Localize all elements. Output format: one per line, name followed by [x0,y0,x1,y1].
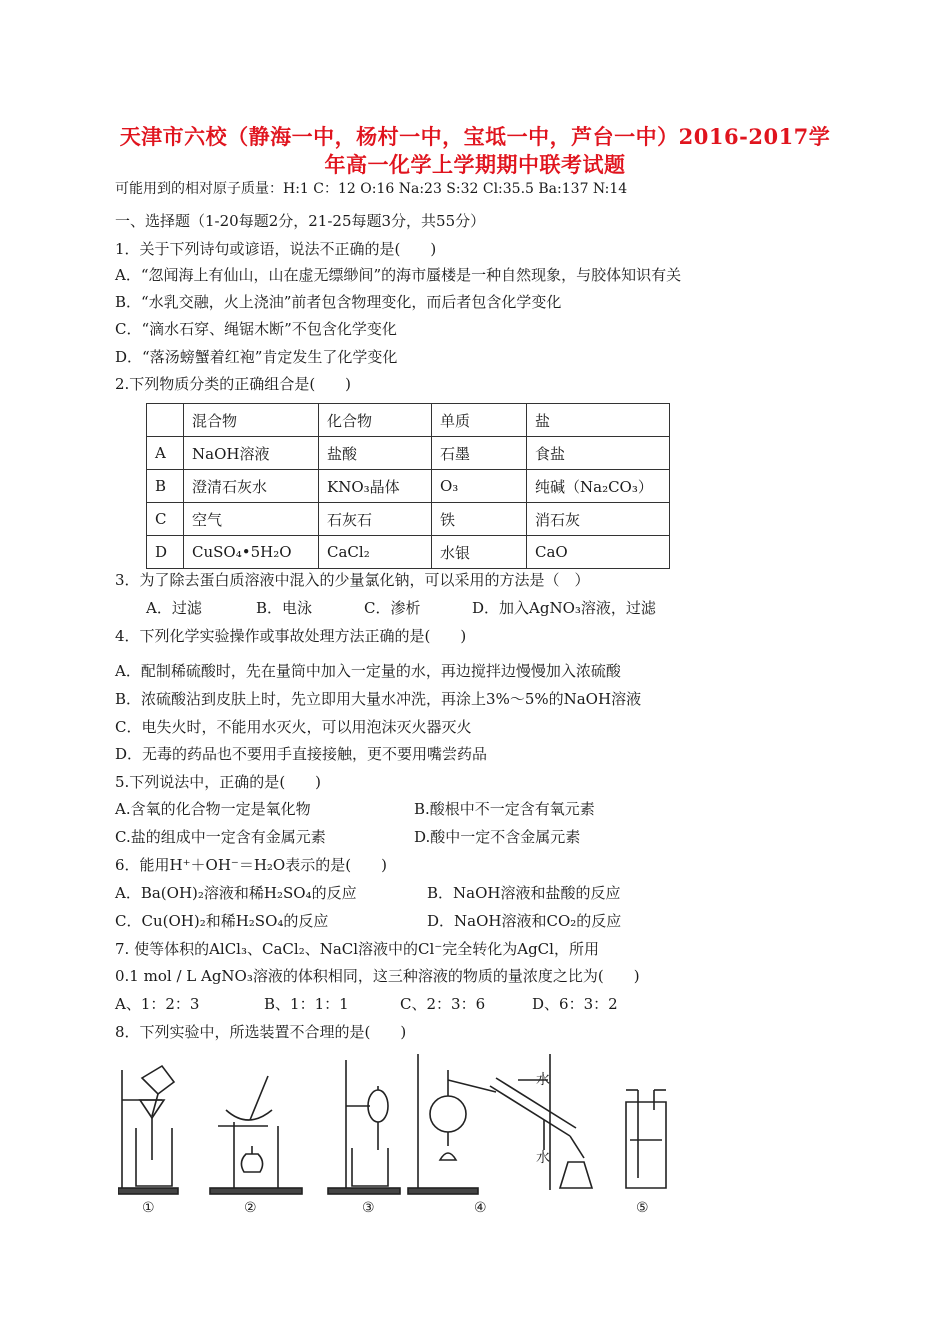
q1-option-d: D．“落汤螃蟹着红袍”肯定发生了化学变化 [115,348,398,366]
table-cell: 水银 [432,536,527,569]
apparatus-figure [118,1050,678,1220]
apparatus-separatory-funnel [328,1060,400,1194]
table-header-row [147,404,670,437]
table-row [147,470,670,503]
q1-option-a: A．“忽闻海上有仙山，山在虚无缥缈间”的海市蜃楼是一种自然现象，与胶体知识有关 [115,266,682,284]
q7-option-c: C、2：3：6 [400,995,486,1013]
water-in-label: 水 [536,1072,550,1088]
table-cell: 空气 [184,503,319,536]
exam-title-line1: 天津市六校（静海一中，杨村一中，宝坻一中，芦台一中）2016-2017学 [119,124,831,149]
section-heading: 一、选择题（1-20每题2分，21-25每题3分，共55分） [115,212,486,230]
q6-option-a: A．Ba(OH)₂溶液和稀H₂SO₄的反应 [115,884,357,902]
apparatus-filtration [118,1066,178,1194]
table-cell: 化合物 [319,404,432,437]
table-cell: 盐酸 [319,437,432,470]
table-cell: C [147,503,184,536]
table-row [147,503,670,536]
apparatus-label-4: ④ [474,1200,487,1216]
q1-option-c: C．“滴水石穿、绳锯木断”不包含化学变化 [115,320,397,338]
table-row [147,536,670,569]
apparatus-label-5: ⑤ [636,1200,649,1216]
q5-option-c: C.盐的组成中一定含有金属元素 [115,828,326,846]
q7-option-a: A、1：2：3 [115,995,200,1013]
q7-stem-line1: 7. 使等体积的AlCl₃、CaCl₂、NaCl溶液中的Cl⁻完全转化为AgCl，所用 [115,940,599,958]
apparatus-gas-washing-bottle [626,1090,666,1188]
q3-option-c: C．渗析 [364,599,421,617]
table-cell: D [147,536,184,569]
q2-stem: 2.下列物质分类的正确组合是( ) [115,375,352,393]
table-cell: 食盐 [527,437,670,470]
table-cell: 澄清石灰水 [184,470,319,503]
table-cell: B [147,470,184,503]
table-cell: 铁 [432,503,527,536]
q4-option-b: B．浓硫酸沾到皮肤上时，先立即用大量水冲洗，再涂上3%～5%的NaOH溶液 [115,690,642,708]
apparatus-label-1: ① [142,1200,155,1216]
atomic-masses: 可能用到的相对原子质量：H:1 C：12 O:16 Na:23 S:32 Cl:35.5 Ba:137 N:14 [115,181,628,197]
q5-option-b: B.酸根中不一定含有氧元素 [414,800,595,818]
table-cell: 消石灰 [527,503,670,536]
q6-option-c: C．Cu(OH)₂和稀H₂SO₄的反应 [115,912,329,930]
q6-stem: 6．能用H⁺＋OH⁻＝H₂O表示的是( ) [115,856,387,874]
q4-option-c: C．电失火时，不能用水灭火，可以用泡沫灭火器灭火 [115,718,472,736]
table-cell: 石墨 [432,437,527,470]
apparatus-label-2: ② [244,1200,257,1216]
q7-option-d: D、6：3：2 [532,995,618,1013]
apparatus-evaporation [210,1076,302,1194]
q7-stem-line2: 0.1 mol / L AgNO₃溶液的体积相同，这三种溶液的物质的量浓度之比为( ) [115,967,640,985]
apparatus-label-3: ③ [362,1200,375,1216]
table-cell: CaCl₂ [319,536,432,569]
classification-table [146,403,670,569]
q6-option-b: B．NaOH溶液和盐酸的反应 [427,884,621,902]
table-cell: O₃ [432,470,527,503]
q5-option-d: D.酸中一定不含金属元素 [414,828,581,846]
q1-stem: 1．关于下列诗句或谚语，说法不正确的是( ) [115,240,437,258]
exam-title-line2: 年高一化学上学期期中联考试题 [324,152,626,177]
table-cell: 单质 [432,404,527,437]
table-row [147,437,670,470]
q1-option-b: B．“水乳交融，火上浇油”前者包含物理变化，而后者包含化学变化 [115,293,562,311]
table-cell: 纯碱（Na₂CO₃） [527,470,670,503]
apparatus-distillation [408,1054,592,1194]
q3-stem: 3．为了除去蛋白质溶液中混入的少量氯化钠，可以采用的方法是（ ） [115,571,590,589]
table-cell: A [147,437,184,470]
table-cell: 盐 [527,404,670,437]
q7-option-b: B、1：1：1 [264,995,349,1013]
q8-stem: 8．下列实验中，所选装置不合理的是( ) [115,1023,407,1041]
q3-option-b: B．电泳 [256,599,313,617]
table-cell: 混合物 [184,404,319,437]
table-cell [147,404,184,437]
water-out-label: 水 [536,1150,550,1166]
q6-option-d: D．NaOH溶液和CO₂的反应 [427,912,622,930]
q3-option-a: A．过滤 [146,599,202,617]
table-cell: CaO [527,536,670,569]
q4-stem: 4．下列化学实验操作或事故处理方法正确的是( ) [115,627,467,645]
q5-option-a: A.含氧的化合物一定是氧化物 [115,800,311,818]
table-cell: CuSO₄•5H₂O [184,536,319,569]
q4-option-d: D．无毒的药品也不要用手直接接触，更不要用嘴尝药品 [115,745,488,763]
table-cell: NaOH溶液 [184,437,319,470]
table-cell: KNO₃晶体 [319,470,432,503]
q5-stem: 5.下列说法中，正确的是( ) [115,773,322,791]
q3-option-d: D．加入AgNO₃溶液，过滤 [472,599,656,617]
table-cell: 石灰石 [319,503,432,536]
q4-option-a: A．配制稀硫酸时，先在量筒中加入一定量的水，再边搅拌边慢慢加入浓硫酸 [115,662,621,680]
